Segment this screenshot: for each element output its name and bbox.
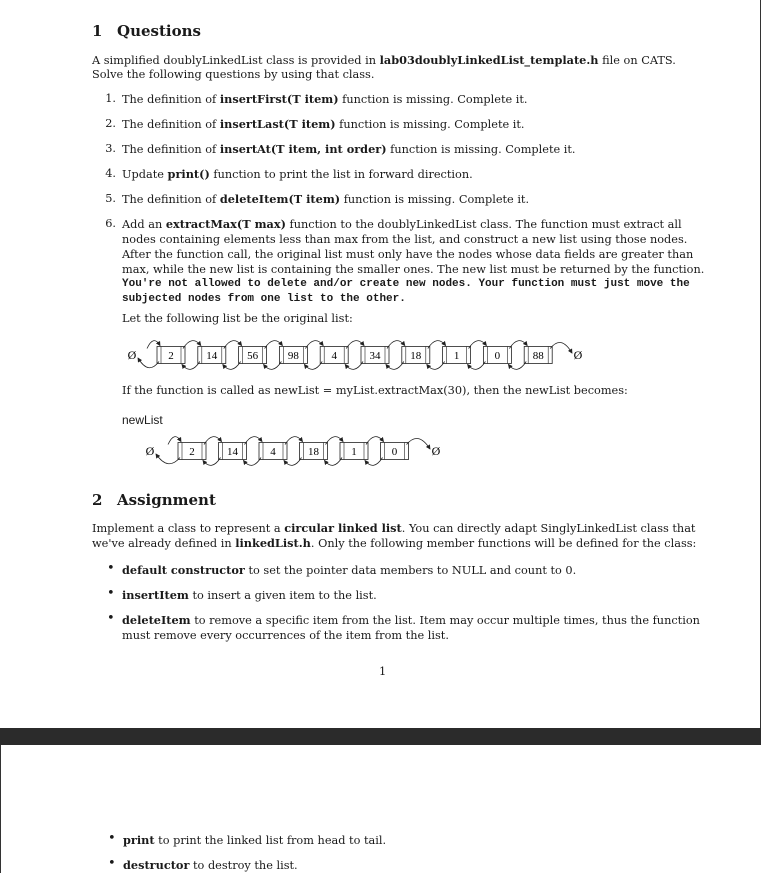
next-pointer-arrow [550, 342, 572, 353]
list-node-value: 4 [331, 350, 337, 362]
null-marker-left: Ø [127, 348, 137, 362]
bullet-dot: • [107, 586, 115, 601]
section-2-heading: 2 Assignment [92, 491, 216, 509]
bullet-dot: • [108, 856, 116, 871]
section-2-paragraph-line-1: Implement a class to represent a circular linked list. You can directly adapt SinglyLinkedList class that [92, 521, 696, 535]
list-node-value: 0 [494, 350, 501, 362]
section-1-intro-line-2: Solve the following questions by using that class. [92, 68, 375, 81]
prev-pointer-arrow [138, 358, 159, 368]
newlist-label: newList [122, 413, 163, 427]
page-1: 1 Questions A simplified doublyLinkedList class is provided in lab03doublyLinkedList_template.h file on CATS. Solve the following questions by using that class. 1. The definition of insertFirst(T item) function is missing. Complete it. 2. The definition of insertLast(T item) function is missing. Complete it. 3. The definition of insertAt(T item, int order) function is missing. Complete it. 4. Update print() function to print the list in forward direction. 5. The definition of deleteItem(T item) function is missing. Complete it. 6. Add an extractMax(T max) function to the doublyLinkedList class. The function must extract all nodes containing elements less than max from the list, and construct a new list using those nodes. After the function call, the original list must only have the nodes whose data fields are greater than max, while the new list is containing the smaller ones. The new list must be returned by the function. You're not allowed to delete and/or create new nodes. Your function must just move the subjected nodes from one list to the other. Let the following list be the original list: Ø Ø 2 14 56 98 4 34 18 1 0 88 If the function is called as newList = myList.extractMax(30), then the newList becomes: newList Ø Ø 2 14 4 18 1 0 2 Assignment Implement a class to represent a circular linked list. You can directly adapt SinglyLinkedList class that we've already defined in linkedList.h. Only the following member functions will be defined for the class: • default constructor to set the pointer data members to NULL and count to 0. • insertItem to insert a given item to the list. • deleteItem to remove a specific item from the list. Item may occur multiple times, thus the function must remove every occurrences of the item from the list. 1 [0, 0, 761, 728]
list-node-value: 2 [168, 350, 174, 362]
list-node-value: 1 [351, 446, 357, 458]
list-node-value: 88 [532, 350, 544, 362]
list-node-value: 1 [453, 350, 460, 362]
null-marker-left: Ø [145, 444, 155, 458]
bullet-dot: • [108, 831, 116, 846]
null-marker-right: Ø [431, 444, 441, 458]
list-node-value: 98 [287, 350, 299, 362]
list-node-value: 2 [189, 446, 195, 458]
section-1-heading: 1 Questions [92, 22, 201, 40]
new-list-diagram [0, 428, 761, 474]
list-node-value: 34 [369, 350, 381, 362]
section-2-paragraph-line-2: we've already defined in linkedList.h. Only the following member functions will be defined for the class: [92, 536, 697, 550]
section-1-intro-line-1: A simplified doublyLinkedList class is provided in lab03doublyLinkedList_template.h file on CATS. [92, 53, 676, 67]
null-marker-right: Ø [573, 348, 583, 362]
original-list-diagram [0, 330, 761, 380]
list-node-value: 14 [206, 350, 218, 362]
list-node-value: 0 [391, 446, 398, 458]
bullet-dot: • [107, 561, 115, 576]
next-pointer-arrow [407, 438, 431, 449]
list-node-value: 56 [247, 350, 259, 362]
list-node-value: 14 [227, 446, 238, 458]
list-node-value: 18 [308, 446, 319, 458]
page-number: 1 [379, 665, 387, 678]
bullet-dot: • [107, 611, 115, 626]
list-node-value: 4 [270, 446, 276, 458]
extract-call-description: If the function is called as newList = myList.extractMax(30), then the newList becomes: [122, 384, 628, 397]
prev-pointer-arrow [156, 454, 180, 464]
list-node-value: 18 [410, 350, 422, 362]
page-separator [0, 728, 761, 745]
page-2: • print to print the linked list from head to tail. • destructor to destroy the list. [0, 745, 761, 873]
